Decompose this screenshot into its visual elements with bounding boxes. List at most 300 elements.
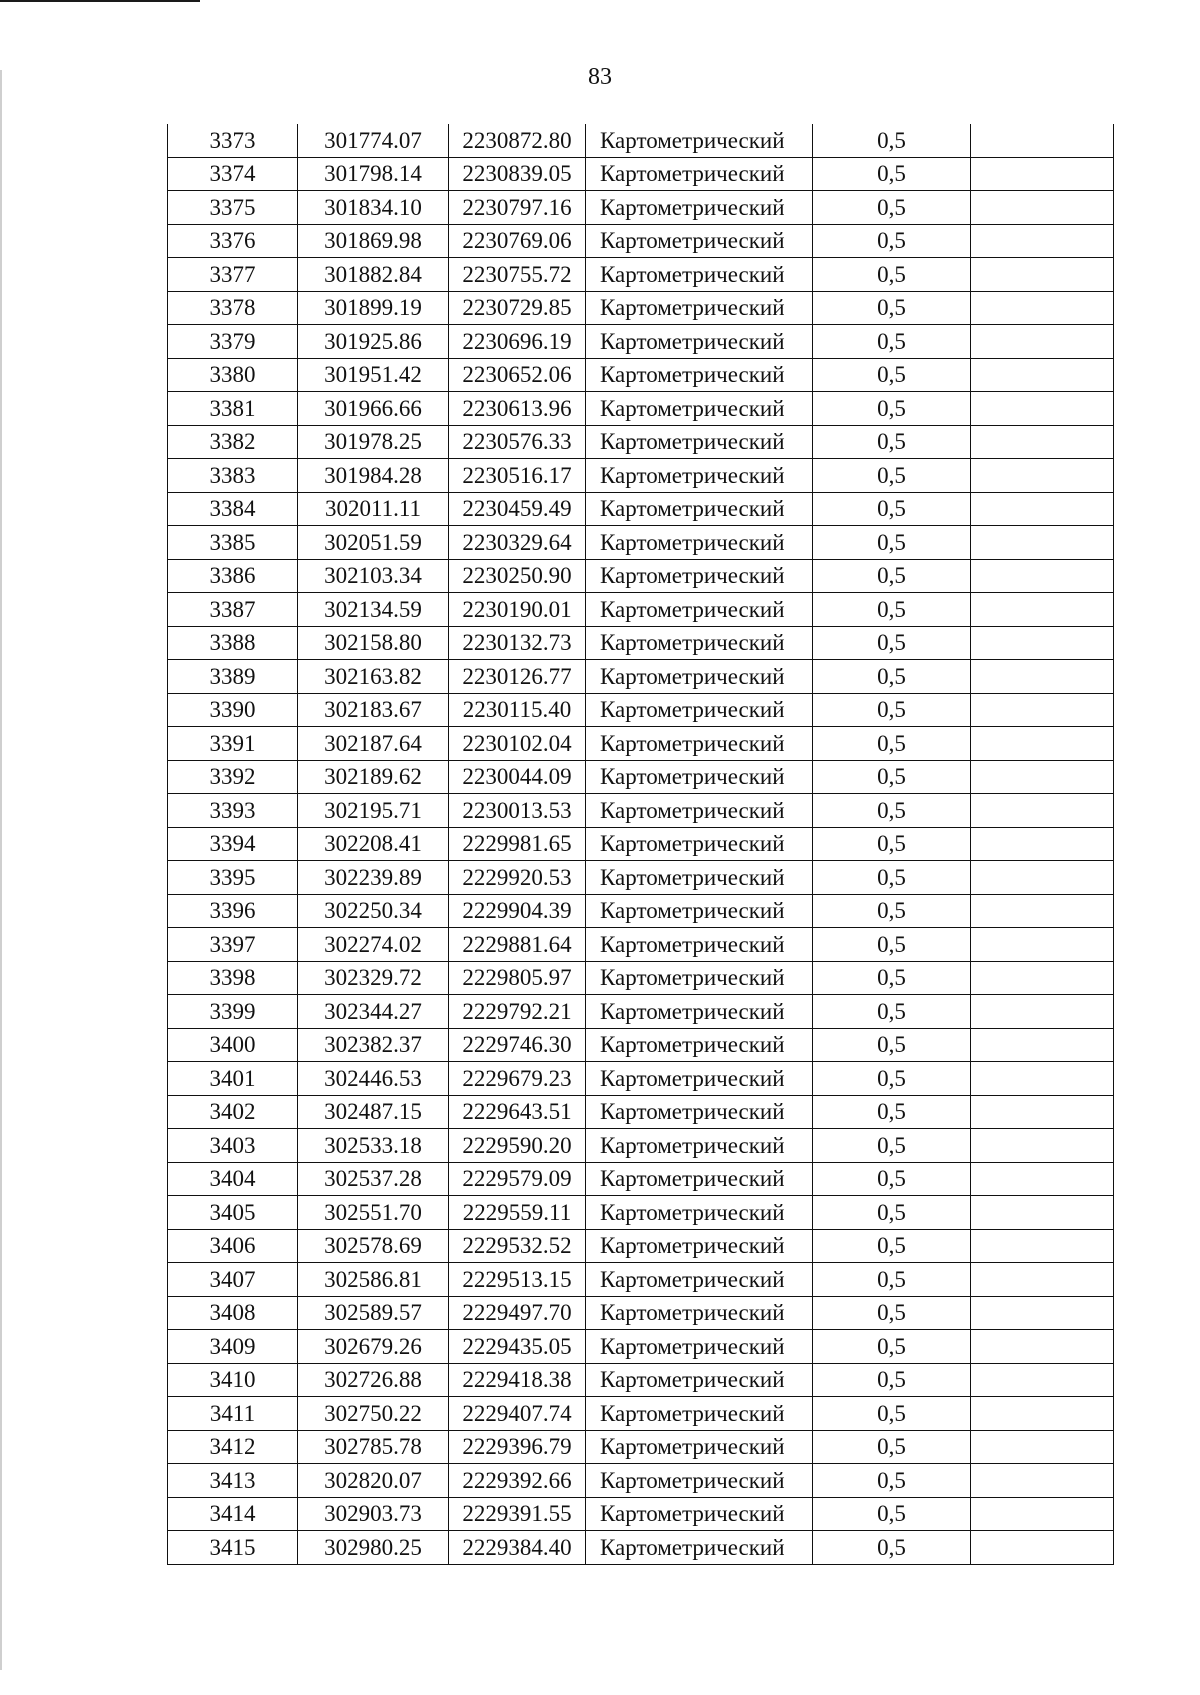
cell-empty <box>971 928 1114 962</box>
cell-point-number: 3402 <box>168 1095 298 1129</box>
cell-coordinate-x: 302903.73 <box>298 1497 449 1531</box>
cell-coordinate-y: 2229497.70 <box>449 1296 586 1330</box>
cell-method: Картометрический <box>586 794 813 828</box>
cell-empty <box>971 559 1114 593</box>
cell-accuracy: 0,5 <box>813 1129 971 1163</box>
cell-coordinate-x: 301869.98 <box>298 224 449 258</box>
cell-point-number: 3384 <box>168 492 298 526</box>
cell-coordinate-y: 2229590.20 <box>449 1129 586 1163</box>
cell-coordinate-y: 2230329.64 <box>449 526 586 560</box>
cell-accuracy: 0,5 <box>813 157 971 191</box>
cell-coordinate-x: 302533.18 <box>298 1129 449 1163</box>
table-row <box>168 760 1114 794</box>
cell-accuracy: 0,5 <box>813 760 971 794</box>
table-row <box>168 1263 1114 1297</box>
cell-accuracy: 0,5 <box>813 1229 971 1263</box>
cell-coordinate-y: 2229435.05 <box>449 1330 586 1364</box>
table-row <box>168 827 1114 861</box>
page-number: 83 <box>588 64 612 90</box>
table-row <box>168 425 1114 459</box>
cell-method: Картометрический <box>586 1430 813 1464</box>
cell-coordinate-y: 2229391.55 <box>449 1497 586 1531</box>
cell-coordinate-x: 302163.82 <box>298 660 449 694</box>
cell-accuracy: 0,5 <box>813 894 971 928</box>
cell-coordinate-x: 302537.28 <box>298 1162 449 1196</box>
cell-accuracy: 0,5 <box>813 861 971 895</box>
cell-empty <box>971 1196 1114 1230</box>
cell-empty <box>971 124 1114 157</box>
cell-accuracy: 0,5 <box>813 425 971 459</box>
cell-coordinate-y: 2230102.04 <box>449 727 586 761</box>
cell-accuracy: 0,5 <box>813 961 971 995</box>
cell-empty <box>971 760 1114 794</box>
cell-point-number: 3409 <box>168 1330 298 1364</box>
cell-method: Картометрический <box>586 124 813 157</box>
cell-coordinate-x: 301978.25 <box>298 425 449 459</box>
cell-point-number: 3373 <box>168 124 298 157</box>
cell-point-number: 3410 <box>168 1363 298 1397</box>
cell-accuracy: 0,5 <box>813 827 971 861</box>
cell-coordinate-x: 301984.28 <box>298 459 449 493</box>
cell-empty <box>971 425 1114 459</box>
cell-coordinate-x: 301774.07 <box>298 124 449 157</box>
table-row <box>168 995 1114 1029</box>
cell-coordinate-x: 302239.89 <box>298 861 449 895</box>
cell-accuracy: 0,5 <box>813 1162 971 1196</box>
cell-coordinate-x: 302551.70 <box>298 1196 449 1230</box>
cell-method: Картометрический <box>586 224 813 258</box>
cell-accuracy: 0,5 <box>813 794 971 828</box>
cell-coordinate-y: 2230459.49 <box>449 492 586 526</box>
cell-empty <box>971 1229 1114 1263</box>
cell-coordinate-y: 2229904.39 <box>449 894 586 928</box>
cell-empty <box>971 358 1114 392</box>
cell-coordinate-y: 2230126.77 <box>449 660 586 694</box>
cell-coordinate-y: 2230516.17 <box>449 459 586 493</box>
cell-point-number: 3396 <box>168 894 298 928</box>
cell-empty <box>971 861 1114 895</box>
cell-accuracy: 0,5 <box>813 459 971 493</box>
table-row <box>168 1229 1114 1263</box>
cell-coordinate-y: 2229384.40 <box>449 1531 586 1565</box>
cell-point-number: 3383 <box>168 459 298 493</box>
cell-accuracy: 0,5 <box>813 526 971 560</box>
cell-point-number: 3376 <box>168 224 298 258</box>
cell-empty <box>971 1464 1114 1498</box>
cell-coordinate-x: 302344.27 <box>298 995 449 1029</box>
cell-empty <box>971 526 1114 560</box>
cell-point-number: 3415 <box>168 1531 298 1565</box>
cell-coordinate-x: 301951.42 <box>298 358 449 392</box>
cell-method: Картометрический <box>586 1296 813 1330</box>
cell-method: Картометрический <box>586 526 813 560</box>
cell-method: Картометрический <box>586 1464 813 1498</box>
cell-accuracy: 0,5 <box>813 928 971 962</box>
cell-coordinate-y: 2229792.21 <box>449 995 586 1029</box>
cell-coordinate-y: 2230044.09 <box>449 760 586 794</box>
cell-coordinate-y: 2229643.51 <box>449 1095 586 1129</box>
cell-empty <box>971 660 1114 694</box>
cell-coordinate-y: 2230797.16 <box>449 191 586 225</box>
cell-method: Картометрический <box>586 660 813 694</box>
cell-empty <box>971 626 1114 660</box>
cell-accuracy: 0,5 <box>813 191 971 225</box>
cell-empty <box>971 191 1114 225</box>
cell-point-number: 3399 <box>168 995 298 1029</box>
table-row <box>168 1330 1114 1364</box>
table-row <box>168 1129 1114 1163</box>
cell-coordinate-y: 2229407.74 <box>449 1397 586 1431</box>
cell-coordinate-x: 302195.71 <box>298 794 449 828</box>
cell-method: Картометрический <box>586 760 813 794</box>
cell-coordinate-x: 302183.67 <box>298 693 449 727</box>
cell-coordinate-y: 2229579.09 <box>449 1162 586 1196</box>
cell-coordinate-y: 2230613.96 <box>449 392 586 426</box>
cell-coordinate-x: 302679.26 <box>298 1330 449 1364</box>
cell-empty <box>971 392 1114 426</box>
cell-method: Картометрический <box>586 559 813 593</box>
cell-coordinate-y: 2229679.23 <box>449 1062 586 1096</box>
cell-method: Картометрический <box>586 827 813 861</box>
table-row <box>168 1062 1114 1096</box>
table-row <box>168 1397 1114 1431</box>
cell-empty <box>971 1028 1114 1062</box>
cell-accuracy: 0,5 <box>813 124 971 157</box>
cell-coordinate-y: 2229981.65 <box>449 827 586 861</box>
cell-accuracy: 0,5 <box>813 1363 971 1397</box>
cell-empty <box>971 224 1114 258</box>
cell-accuracy: 0,5 <box>813 224 971 258</box>
cell-coordinate-x: 302726.88 <box>298 1363 449 1397</box>
cell-accuracy: 0,5 <box>813 660 971 694</box>
cell-empty <box>971 1296 1114 1330</box>
cell-method: Картометрический <box>586 961 813 995</box>
cell-method: Картометрический <box>586 492 813 526</box>
cell-empty <box>971 827 1114 861</box>
cell-empty <box>971 995 1114 1029</box>
cell-point-number: 3393 <box>168 794 298 828</box>
cell-coordinate-y: 2230013.53 <box>449 794 586 828</box>
cell-accuracy: 0,5 <box>813 1464 971 1498</box>
cell-coordinate-x: 302134.59 <box>298 593 449 627</box>
table-row <box>168 157 1114 191</box>
cell-method: Картометрический <box>586 1531 813 1565</box>
cell-method: Картометрический <box>586 291 813 325</box>
cell-method: Картометрический <box>586 1028 813 1062</box>
cell-point-number: 3388 <box>168 626 298 660</box>
cell-empty <box>971 1430 1114 1464</box>
cell-coordinate-y: 2230769.06 <box>449 224 586 258</box>
cell-coordinate-x: 302750.22 <box>298 1397 449 1431</box>
table-row <box>168 1196 1114 1230</box>
cell-accuracy: 0,5 <box>813 1497 971 1531</box>
coordinates-table <box>167 124 1114 1565</box>
cell-empty <box>971 1397 1114 1431</box>
cell-coordinate-x: 302785.78 <box>298 1430 449 1464</box>
cell-point-number: 3407 <box>168 1263 298 1297</box>
cell-coordinate-x: 302578.69 <box>298 1229 449 1263</box>
cell-point-number: 3377 <box>168 258 298 292</box>
cell-empty <box>971 1531 1114 1565</box>
cell-method: Картометрический <box>586 1196 813 1230</box>
cell-coordinate-x: 302189.62 <box>298 760 449 794</box>
cell-coordinate-y: 2230132.73 <box>449 626 586 660</box>
cell-empty <box>971 325 1114 359</box>
cell-coordinate-x: 301798.14 <box>298 157 449 191</box>
cell-method: Картометрический <box>586 1162 813 1196</box>
table-row <box>168 392 1114 426</box>
cell-coordinate-y: 2230839.05 <box>449 157 586 191</box>
cell-point-number: 3408 <box>168 1296 298 1330</box>
cell-coordinate-x: 302446.53 <box>298 1062 449 1096</box>
cell-coordinate-y: 2229392.66 <box>449 1464 586 1498</box>
table-row <box>168 1464 1114 1498</box>
cell-accuracy: 0,5 <box>813 693 971 727</box>
cell-empty <box>971 157 1114 191</box>
cell-coordinate-y: 2229881.64 <box>449 928 586 962</box>
table-row <box>168 928 1114 962</box>
cell-point-number: 3414 <box>168 1497 298 1531</box>
cell-accuracy: 0,5 <box>813 1531 971 1565</box>
cell-coordinate-y: 2230190.01 <box>449 593 586 627</box>
cell-accuracy: 0,5 <box>813 1263 971 1297</box>
table-row <box>168 224 1114 258</box>
cell-accuracy: 0,5 <box>813 1430 971 1464</box>
table-row <box>168 626 1114 660</box>
cell-method: Картометрический <box>586 1129 813 1163</box>
cell-point-number: 3386 <box>168 559 298 593</box>
cell-coordinate-x: 302051.59 <box>298 526 449 560</box>
cell-point-number: 3406 <box>168 1229 298 1263</box>
cell-empty <box>971 961 1114 995</box>
cell-point-number: 3403 <box>168 1129 298 1163</box>
cell-accuracy: 0,5 <box>813 392 971 426</box>
cell-point-number: 3380 <box>168 358 298 392</box>
cell-accuracy: 0,5 <box>813 559 971 593</box>
table-row <box>168 1531 1114 1565</box>
cell-coordinate-x: 301925.86 <box>298 325 449 359</box>
cell-point-number: 3411 <box>168 1397 298 1431</box>
cell-empty <box>971 727 1114 761</box>
cell-method: Картометрический <box>586 626 813 660</box>
table-row <box>168 794 1114 828</box>
cell-coordinate-y: 2230652.06 <box>449 358 586 392</box>
cell-point-number: 3382 <box>168 425 298 459</box>
cell-method: Картометрический <box>586 861 813 895</box>
cell-coordinate-y: 2230576.33 <box>449 425 586 459</box>
cell-method: Картометрический <box>586 593 813 627</box>
cell-accuracy: 0,5 <box>813 1330 971 1364</box>
cell-coordinate-y: 2229920.53 <box>449 861 586 895</box>
cell-coordinate-x: 301899.19 <box>298 291 449 325</box>
table-row <box>168 559 1114 593</box>
cell-accuracy: 0,5 <box>813 1028 971 1062</box>
cell-accuracy: 0,5 <box>813 492 971 526</box>
table-row <box>168 124 1114 157</box>
cell-coordinate-x: 301966.66 <box>298 392 449 426</box>
cell-coordinate-y: 2230872.80 <box>449 124 586 157</box>
cell-method: Картометрический <box>586 1497 813 1531</box>
cell-coordinate-x: 302382.37 <box>298 1028 449 1062</box>
cell-point-number: 3413 <box>168 1464 298 1498</box>
cell-coordinate-x: 302250.34 <box>298 894 449 928</box>
cell-method: Картометрический <box>586 1397 813 1431</box>
cell-coordinate-y: 2230250.90 <box>449 559 586 593</box>
cell-point-number: 3392 <box>168 760 298 794</box>
cell-method: Картометрический <box>586 1229 813 1263</box>
cell-point-number: 3379 <box>168 325 298 359</box>
cell-point-number: 3397 <box>168 928 298 962</box>
cell-accuracy: 0,5 <box>813 727 971 761</box>
cell-point-number: 3404 <box>168 1162 298 1196</box>
cell-coordinate-x: 302011.11 <box>298 492 449 526</box>
cell-coordinate-x: 302187.64 <box>298 727 449 761</box>
table-row <box>168 593 1114 627</box>
cell-method: Картометрический <box>586 425 813 459</box>
table-row <box>168 358 1114 392</box>
table-row <box>168 459 1114 493</box>
table-row <box>168 191 1114 225</box>
cell-point-number: 3389 <box>168 660 298 694</box>
cell-accuracy: 0,5 <box>813 358 971 392</box>
table-row <box>168 727 1114 761</box>
table-row <box>168 1028 1114 1062</box>
cell-coordinate-x: 302208.41 <box>298 827 449 861</box>
cell-method: Картометрический <box>586 191 813 225</box>
cell-empty <box>971 1330 1114 1364</box>
cell-coordinate-x: 301882.84 <box>298 258 449 292</box>
cell-coordinate-y: 2230755.72 <box>449 258 586 292</box>
cell-coordinate-x: 302158.80 <box>298 626 449 660</box>
cell-coordinate-x: 302589.57 <box>298 1296 449 1330</box>
cell-empty <box>971 1497 1114 1531</box>
cell-method: Картометрический <box>586 392 813 426</box>
cell-method: Картометрический <box>586 1263 813 1297</box>
table-row <box>168 894 1114 928</box>
cell-empty <box>971 593 1114 627</box>
cell-point-number: 3381 <box>168 392 298 426</box>
cell-coordinate-y: 2230115.40 <box>449 693 586 727</box>
coordinates-table-body <box>168 124 1114 1564</box>
cell-method: Картометрический <box>586 358 813 392</box>
cell-point-number: 3400 <box>168 1028 298 1062</box>
cell-empty <box>971 1162 1114 1196</box>
cell-point-number: 3390 <box>168 693 298 727</box>
cell-coordinate-y: 2229559.11 <box>449 1196 586 1230</box>
cell-coordinate-x: 302820.07 <box>298 1464 449 1498</box>
table-row <box>168 1296 1114 1330</box>
cell-point-number: 3395 <box>168 861 298 895</box>
cell-point-number: 3394 <box>168 827 298 861</box>
cell-coordinate-y: 2229418.38 <box>449 1363 586 1397</box>
table-row <box>168 1363 1114 1397</box>
cell-accuracy: 0,5 <box>813 1062 971 1096</box>
cell-accuracy: 0,5 <box>813 626 971 660</box>
table-row <box>168 1497 1114 1531</box>
cell-accuracy: 0,5 <box>813 325 971 359</box>
cell-method: Картометрический <box>586 727 813 761</box>
cell-coordinate-y: 2229532.52 <box>449 1229 586 1263</box>
cell-empty <box>971 1129 1114 1163</box>
cell-method: Картометрический <box>586 1062 813 1096</box>
cell-coordinate-y: 2229513.15 <box>449 1263 586 1297</box>
cell-method: Картометрический <box>586 995 813 1029</box>
cell-method: Картометрический <box>586 325 813 359</box>
table-row <box>168 693 1114 727</box>
cell-method: Картометрический <box>586 894 813 928</box>
table-row <box>168 258 1114 292</box>
cell-method: Картометрический <box>586 928 813 962</box>
cell-coordinate-x: 302980.25 <box>298 1531 449 1565</box>
cell-accuracy: 0,5 <box>813 1095 971 1129</box>
cell-empty <box>971 1363 1114 1397</box>
cell-method: Картометрический <box>586 693 813 727</box>
cell-coordinate-y: 2229746.30 <box>449 1028 586 1062</box>
cell-empty <box>971 693 1114 727</box>
cell-accuracy: 0,5 <box>813 1397 971 1431</box>
cell-empty <box>971 459 1114 493</box>
cell-empty <box>971 492 1114 526</box>
cell-accuracy: 0,5 <box>813 291 971 325</box>
cell-method: Картометрический <box>586 1330 813 1364</box>
cell-coordinate-x: 302103.34 <box>298 559 449 593</box>
cell-method: Картометрический <box>586 1095 813 1129</box>
cell-point-number: 3405 <box>168 1196 298 1230</box>
cell-coordinate-x: 302274.02 <box>298 928 449 962</box>
cell-empty <box>971 794 1114 828</box>
cell-accuracy: 0,5 <box>813 258 971 292</box>
cell-point-number: 3391 <box>168 727 298 761</box>
cell-point-number: 3378 <box>168 291 298 325</box>
cell-empty <box>971 1095 1114 1129</box>
cell-coordinate-x: 301834.10 <box>298 191 449 225</box>
cell-point-number: 3398 <box>168 961 298 995</box>
cell-coordinate-x: 302487.15 <box>298 1095 449 1129</box>
cell-coordinate-y: 2229805.97 <box>449 961 586 995</box>
cell-accuracy: 0,5 <box>813 593 971 627</box>
cell-empty <box>971 258 1114 292</box>
table-row <box>168 961 1114 995</box>
cell-coordinate-y: 2230729.85 <box>449 291 586 325</box>
cell-method: Картометрический <box>586 157 813 191</box>
cell-method: Картометрический <box>586 459 813 493</box>
scan-artifact-line <box>0 0 200 2</box>
cell-coordinate-y: 2229396.79 <box>449 1430 586 1464</box>
table-row <box>168 526 1114 560</box>
cell-point-number: 3412 <box>168 1430 298 1464</box>
cell-empty <box>971 894 1114 928</box>
cell-empty <box>971 1062 1114 1096</box>
cell-method: Картометрический <box>586 1363 813 1397</box>
cell-coordinate-y: 2230696.19 <box>449 325 586 359</box>
scan-edge-shadow <box>0 70 2 1670</box>
cell-accuracy: 0,5 <box>813 995 971 1029</box>
cell-empty <box>971 1263 1114 1297</box>
cell-coordinate-x: 302586.81 <box>298 1263 449 1297</box>
cell-point-number: 3401 <box>168 1062 298 1096</box>
cell-accuracy: 0,5 <box>813 1196 971 1230</box>
table-row <box>168 325 1114 359</box>
cell-accuracy: 0,5 <box>813 1296 971 1330</box>
cell-empty <box>971 291 1114 325</box>
cell-coordinate-x: 302329.72 <box>298 961 449 995</box>
table-row <box>168 1162 1114 1196</box>
table-row <box>168 1430 1114 1464</box>
cell-method: Картометрический <box>586 258 813 292</box>
table-row <box>168 1095 1114 1129</box>
cell-point-number: 3375 <box>168 191 298 225</box>
table-row <box>168 492 1114 526</box>
